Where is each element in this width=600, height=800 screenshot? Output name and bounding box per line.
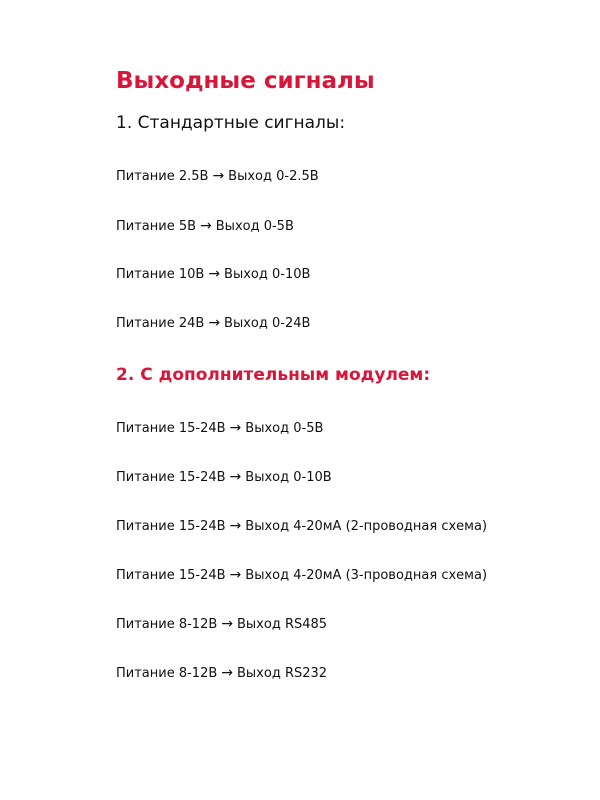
signal-row-module-5 [116, 614, 327, 635]
row-output: Выход 0-5В [215, 219, 294, 234]
section-heading-module: 2. С дополнительным модулем: [116, 365, 431, 385]
signal-row-standard-3 [116, 264, 310, 285]
arrow-right-icon: → [221, 616, 233, 632]
row-output: Выход 4-20мА (3-проводная схема) [245, 568, 488, 583]
signal-row-standard-2 [116, 216, 294, 237]
row-input: Питание 15-24В [116, 421, 226, 436]
row-input: Питание 24В [116, 316, 205, 331]
arrow-right-icon: → [229, 420, 242, 436]
row-input: Питание 15-24В [116, 568, 226, 583]
row-output: Выход 0-5В [245, 421, 324, 436]
arrow-right-icon: → [208, 266, 221, 282]
signal-row-module-4 [116, 565, 487, 586]
row-input: Питание 15-24В [116, 519, 226, 534]
row-input: Питание 10В [116, 267, 205, 282]
arrow-right-icon: → [221, 665, 233, 681]
arrow-right-icon: → [208, 315, 221, 331]
row-input: Питание 2.5В [116, 169, 209, 184]
row-output: Выход 0-10В [224, 267, 311, 282]
arrow-right-icon: → [229, 469, 242, 485]
signal-row-standard-1 [116, 166, 319, 187]
row-output: Выход 4-20мА (2-проводная схема) [245, 519, 488, 534]
section-heading-standard: 1. Стандартные сигналы: [116, 113, 346, 133]
row-input: Питание 8-12В [116, 666, 218, 681]
page-title: Выходные сигналы [116, 68, 375, 94]
signal-row-module-6 [116, 663, 327, 684]
row-input: Питание 5В [116, 219, 197, 234]
signal-row-module-1 [116, 418, 323, 439]
arrow-right-icon: → [229, 567, 242, 583]
signal-row-standard-4 [116, 313, 310, 334]
row-output: Выход RS232 [237, 666, 328, 681]
row-output: Выход 0-10В [245, 470, 332, 485]
row-output: Выход 0-24В [224, 316, 311, 331]
arrow-right-icon: → [229, 518, 242, 534]
row-output: Выход RS485 [237, 617, 328, 632]
signal-row-module-2 [116, 467, 332, 488]
arrow-right-icon: → [200, 218, 212, 234]
arrow-right-icon: → [212, 168, 225, 184]
signal-row-module-3 [116, 516, 487, 537]
row-input: Питание 8-12В [116, 617, 218, 632]
row-output: Выход 0-2.5В [228, 169, 319, 184]
row-input: Питание 15-24В [116, 470, 226, 485]
